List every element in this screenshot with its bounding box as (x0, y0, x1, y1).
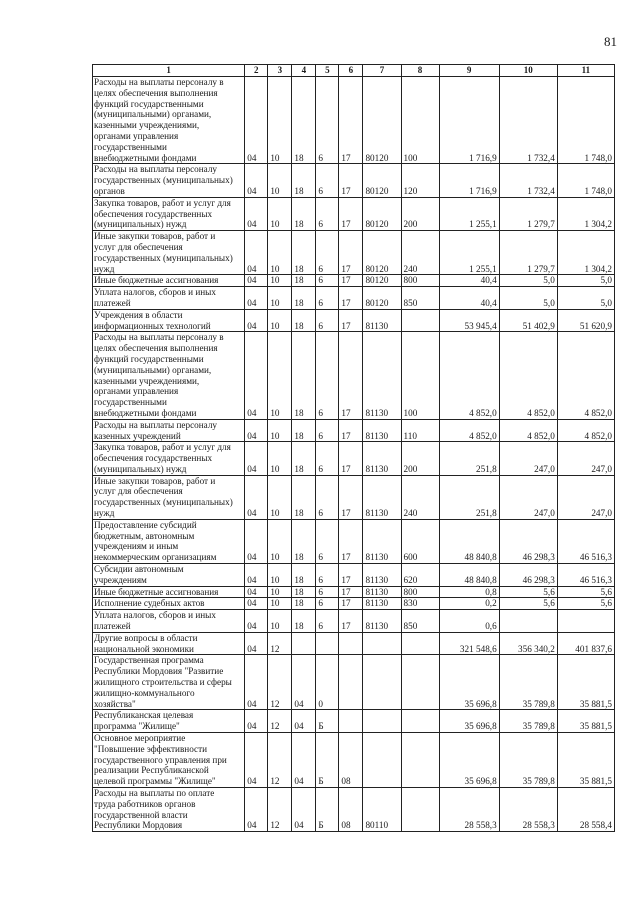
cell-section-code: 04 (245, 519, 268, 563)
cell-direction-code: 80110 (363, 788, 401, 832)
cell-section-code: 04 (245, 788, 268, 832)
cell-section-code: 04 (245, 309, 268, 332)
cell-program-code: 18 (292, 598, 316, 610)
cell-event-code: 17 (339, 275, 363, 287)
cell-direction-code (363, 733, 401, 788)
cell-subprogram-code: 6 (316, 332, 339, 419)
cell-subprogram-code: 6 (316, 197, 339, 230)
table-row (93, 610, 615, 633)
cell-section-code: 04 (245, 475, 268, 519)
cell-subprogram-code: 6 (316, 287, 339, 310)
cell-program-code: 18 (292, 197, 316, 230)
cell-amount-year-2: 35 789,8 (499, 710, 557, 733)
cell-expense-type-code: 800 (401, 586, 439, 598)
cell-amount-year-3: 35 881,5 (557, 710, 614, 733)
cell-amount-year-2: 1 279,7 (499, 197, 557, 230)
cell-item-name: Другие вопросы в области национальной экономики (93, 632, 245, 655)
cell-subsection-code: 10 (268, 332, 292, 419)
cell-amount-year-2: 1 732,4 (499, 77, 557, 164)
cell-item-name: Иные закупки товаров, работ и услуг для обеспечения государственных (муниципальных) нужд (93, 475, 245, 519)
cell-event-code (339, 710, 363, 733)
table-row (93, 733, 615, 788)
cell-subprogram-code: 6 (316, 519, 339, 563)
cell-expense-type-code (401, 733, 439, 788)
cell-amount-year-1: 53 945,4 (439, 309, 499, 332)
cell-subsection-code: 10 (268, 586, 292, 598)
cell-amount-year-1: 1 255,1 (439, 231, 499, 275)
cell-expense-type-code: 600 (401, 519, 439, 563)
table-row (93, 564, 615, 587)
cell-amount-year-3: 46 516,3 (557, 564, 614, 587)
cell-amount-year-2: 35 789,8 (499, 655, 557, 710)
cell-program-code: 18 (292, 442, 316, 475)
cell-direction-code: 81130 (363, 309, 401, 332)
cell-direction-code: 80120 (363, 77, 401, 164)
cell-program-code: 18 (292, 332, 316, 419)
cell-expense-type-code: 110 (401, 419, 439, 442)
cell-event-code: 17 (339, 610, 363, 633)
cell-amount-year-2: 28 558,3 (499, 788, 557, 832)
cell-subprogram-code: 6 (316, 419, 339, 442)
cell-subprogram-code: 0 (316, 655, 339, 710)
cell-amount-year-1: 251,8 (439, 475, 499, 519)
cell-program-code: 04 (292, 733, 316, 788)
cell-subprogram-code: 6 (316, 77, 339, 164)
cell-section-code: 04 (245, 231, 268, 275)
cell-amount-year-3: 5,0 (557, 287, 614, 310)
cell-program-code: 04 (292, 710, 316, 733)
column-header: 8 (401, 65, 439, 77)
cell-program-code: 18 (292, 164, 316, 197)
cell-direction-code (363, 632, 401, 655)
cell-expense-type-code: 100 (401, 332, 439, 419)
cell-section-code: 04 (245, 419, 268, 442)
cell-amount-year-2: 5,0 (499, 275, 557, 287)
cell-event-code: 17 (339, 197, 363, 230)
cell-amount-year-2 (499, 610, 557, 633)
cell-event-code: 17 (339, 164, 363, 197)
table-row (93, 197, 615, 230)
cell-amount-year-2: 46 298,3 (499, 564, 557, 587)
cell-program-code: 18 (292, 287, 316, 310)
cell-amount-year-3: 5,6 (557, 586, 614, 598)
cell-program-code: 18 (292, 231, 316, 275)
cell-subsection-code: 10 (268, 610, 292, 633)
table-row (93, 655, 615, 710)
cell-item-name: Республиканская целевая программа "Жилище" (93, 710, 245, 733)
cell-subsection-code: 10 (268, 77, 292, 164)
cell-item-name: Уплата налогов, сборов и иных платежей (93, 287, 245, 310)
cell-program-code: 18 (292, 77, 316, 164)
table-row (93, 710, 615, 733)
cell-amount-year-2: 247,0 (499, 442, 557, 475)
cell-item-name: Расходы на выплаты персоналу в целях обеспечения выполнения функций государственными (муниципальными) органами, казенными учреждениями, органами управления государственными внебюджетными фондами (93, 77, 245, 164)
cell-direction-code: 81130 (363, 475, 401, 519)
cell-amount-year-1: 48 840,8 (439, 519, 499, 563)
cell-expense-type-code: 800 (401, 275, 439, 287)
cell-event-code (339, 632, 363, 655)
cell-amount-year-2: 1 279,7 (499, 231, 557, 275)
cell-amount-year-2: 356 340,2 (499, 632, 557, 655)
cell-expense-type-code: 850 (401, 287, 439, 310)
column-header: 10 (499, 65, 557, 77)
cell-subprogram-code: 6 (316, 275, 339, 287)
cell-subsection-code: 12 (268, 655, 292, 710)
cell-direction-code: 81130 (363, 519, 401, 563)
column-header: 6 (339, 65, 363, 77)
cell-direction-code (363, 655, 401, 710)
cell-expense-type-code: 830 (401, 598, 439, 610)
table-row (93, 586, 615, 598)
cell-expense-type-code (401, 655, 439, 710)
table-row (93, 309, 615, 332)
cell-event-code (339, 655, 363, 710)
cell-amount-year-1: 321 548,6 (439, 632, 499, 655)
cell-subprogram-code: 6 (316, 164, 339, 197)
cell-subsection-code: 10 (268, 309, 292, 332)
cell-event-code: 08 (339, 733, 363, 788)
cell-amount-year-2: 5,0 (499, 287, 557, 310)
budget-table (92, 64, 615, 832)
table-row (93, 475, 615, 519)
table-row (93, 519, 615, 563)
cell-program-code: 04 (292, 788, 316, 832)
cell-event-code: 17 (339, 442, 363, 475)
cell-subsection-code: 10 (268, 287, 292, 310)
cell-amount-year-2: 4 852,0 (499, 419, 557, 442)
cell-program-code: 18 (292, 564, 316, 587)
cell-direction-code: 80120 (363, 164, 401, 197)
cell-amount-year-1: 40,4 (439, 275, 499, 287)
cell-program-code: 18 (292, 586, 316, 598)
cell-item-name: Расходы на выплаты персоналу государственных (муниципальных) органов (93, 164, 245, 197)
cell-direction-code: 81130 (363, 442, 401, 475)
cell-subsection-code: 10 (268, 419, 292, 442)
cell-amount-year-2: 5,6 (499, 598, 557, 610)
cell-direction-code: 81130 (363, 332, 401, 419)
cell-subsection-code: 12 (268, 710, 292, 733)
cell-event-code: 17 (339, 419, 363, 442)
cell-section-code: 04 (245, 598, 268, 610)
table-row (93, 164, 615, 197)
cell-amount-year-1: 0,8 (439, 586, 499, 598)
cell-expense-type-code (401, 309, 439, 332)
cell-event-code: 08 (339, 788, 363, 832)
column-header: 9 (439, 65, 499, 77)
cell-amount-year-2: 35 789,8 (499, 733, 557, 788)
cell-subsection-code: 10 (268, 475, 292, 519)
table-header-row (93, 65, 615, 77)
cell-program-code: 18 (292, 309, 316, 332)
cell-subprogram-code: 6 (316, 610, 339, 633)
cell-item-name: Исполнение судебных актов (93, 598, 245, 610)
cell-event-code: 17 (339, 309, 363, 332)
cell-subprogram-code: 6 (316, 586, 339, 598)
cell-amount-year-2: 46 298,3 (499, 519, 557, 563)
cell-item-name: Учреждения в области информационных технологий (93, 309, 245, 332)
cell-subsection-code: 12 (268, 733, 292, 788)
cell-subprogram-code (316, 632, 339, 655)
cell-item-name: Основное мероприятие "Повышение эффективности государственного управления при реализации Республиканской целевой программы "Жилище" (93, 733, 245, 788)
cell-event-code: 17 (339, 231, 363, 275)
cell-program-code: 18 (292, 275, 316, 287)
cell-amount-year-3: 4 852,0 (557, 332, 614, 419)
cell-amount-year-3: 1 748,0 (557, 77, 614, 164)
cell-subsection-code: 10 (268, 564, 292, 587)
cell-amount-year-1: 0,2 (439, 598, 499, 610)
cell-item-name: Расходы на выплаты персоналу казенных учреждений (93, 419, 245, 442)
cell-program-code: 18 (292, 475, 316, 519)
cell-subprogram-code: 6 (316, 309, 339, 332)
cell-amount-year-1: 251,8 (439, 442, 499, 475)
table-row (93, 275, 615, 287)
cell-event-code: 17 (339, 598, 363, 610)
cell-direction-code: 81130 (363, 419, 401, 442)
cell-section-code: 04 (245, 586, 268, 598)
cell-amount-year-2: 4 852,0 (499, 332, 557, 419)
cell-amount-year-3: 35 881,5 (557, 733, 614, 788)
cell-subsection-code: 10 (268, 231, 292, 275)
cell-subprogram-code: 6 (316, 442, 339, 475)
cell-amount-year-2: 1 732,4 (499, 164, 557, 197)
cell-amount-year-3: 5,6 (557, 598, 614, 610)
cell-item-name: Государственная программа Республики Мордовия "Развитие жилищного строительства и сферы жилищно-коммунального хозяйства" (93, 655, 245, 710)
table-row (93, 442, 615, 475)
cell-amount-year-1: 28 558,3 (439, 788, 499, 832)
cell-expense-type-code (401, 788, 439, 832)
cell-program-code (292, 632, 316, 655)
table-row (93, 287, 615, 310)
cell-section-code: 04 (245, 164, 268, 197)
cell-amount-year-3: 401 837,6 (557, 632, 614, 655)
cell-amount-year-3: 1 304,2 (557, 197, 614, 230)
cell-event-code: 17 (339, 519, 363, 563)
cell-amount-year-3: 35 881,5 (557, 655, 614, 710)
table-row (93, 788, 615, 832)
cell-amount-year-2: 5,6 (499, 586, 557, 598)
cell-subsection-code: 10 (268, 197, 292, 230)
cell-amount-year-1: 35 696,8 (439, 655, 499, 710)
cell-amount-year-3: 1 748,0 (557, 164, 614, 197)
cell-program-code: 18 (292, 419, 316, 442)
cell-item-name: Закупка товаров, работ и услуг для обеспечения государственных (муниципальных) нужд (93, 442, 245, 475)
table-row (93, 77, 615, 164)
cell-event-code: 17 (339, 77, 363, 164)
cell-direction-code (363, 710, 401, 733)
cell-direction-code: 81130 (363, 598, 401, 610)
cell-amount-year-1: 1 255,1 (439, 197, 499, 230)
cell-item-name: Уплата налогов, сборов и иных платежей (93, 610, 245, 633)
cell-amount-year-1: 35 696,8 (439, 710, 499, 733)
cell-item-name: Иные бюджетные ассигнования (93, 275, 245, 287)
table-row (93, 598, 615, 610)
cell-subprogram-code: 6 (316, 564, 339, 587)
cell-amount-year-1: 4 852,0 (439, 332, 499, 419)
cell-amount-year-1: 48 840,8 (439, 564, 499, 587)
cell-expense-type-code: 240 (401, 475, 439, 519)
column-header: 11 (557, 65, 614, 77)
cell-section-code: 04 (245, 655, 268, 710)
cell-section-code: 04 (245, 197, 268, 230)
cell-direction-code: 80120 (363, 275, 401, 287)
cell-section-code: 04 (245, 332, 268, 419)
cell-subprogram-code: Б (316, 733, 339, 788)
cell-amount-year-3: 4 852,0 (557, 419, 614, 442)
cell-direction-code: 81130 (363, 564, 401, 587)
cell-subprogram-code: Б (316, 710, 339, 733)
cell-item-name: Иные закупки товаров, работ и услуг для обеспечения государственных (муниципальных) нужд (93, 231, 245, 275)
cell-expense-type-code (401, 710, 439, 733)
cell-expense-type-code: 240 (401, 231, 439, 275)
cell-item-name: Расходы на выплаты по оплате труда работников органов государственной власти Республики Мордовия (93, 788, 245, 832)
column-header: 3 (268, 65, 292, 77)
cell-item-name: Субсидии автономным учреждениям (93, 564, 245, 587)
cell-section-code: 04 (245, 275, 268, 287)
cell-amount-year-2: 51 402,9 (499, 309, 557, 332)
cell-amount-year-3: 5,0 (557, 275, 614, 287)
cell-amount-year-3: 1 304,2 (557, 231, 614, 275)
cell-event-code: 17 (339, 287, 363, 310)
cell-section-code: 04 (245, 733, 268, 788)
cell-expense-type-code: 100 (401, 77, 439, 164)
cell-expense-type-code (401, 632, 439, 655)
cell-direction-code: 81130 (363, 610, 401, 633)
cell-event-code: 17 (339, 564, 363, 587)
cell-item-name: Иные бюджетные ассигнования (93, 586, 245, 598)
cell-subprogram-code: Б (316, 788, 339, 832)
cell-item-name: Закупка товаров, работ и услуг для обеспечения государственных (муниципальных) нужд (93, 197, 245, 230)
cell-amount-year-2: 247,0 (499, 475, 557, 519)
cell-subprogram-code: 6 (316, 598, 339, 610)
page-number: 81 (604, 34, 617, 49)
table-row (93, 231, 615, 275)
cell-section-code: 04 (245, 610, 268, 633)
cell-amount-year-1: 1 716,9 (439, 164, 499, 197)
table-row (93, 332, 615, 419)
cell-amount-year-1: 1 716,9 (439, 77, 499, 164)
cell-program-code: 18 (292, 610, 316, 633)
cell-amount-year-3 (557, 610, 614, 633)
cell-amount-year-1: 40,4 (439, 287, 499, 310)
cell-event-code: 17 (339, 332, 363, 419)
table-row (93, 419, 615, 442)
cell-item-name: Расходы на выплаты персоналу в целях обеспечения выполнения функций государственными (муниципальными) органами, казенными учреждениями, органами управления государственными внебюджетными фондами (93, 332, 245, 419)
cell-section-code: 04 (245, 442, 268, 475)
cell-expense-type-code: 120 (401, 164, 439, 197)
cell-subsection-code: 10 (268, 442, 292, 475)
cell-expense-type-code: 850 (401, 610, 439, 633)
cell-subprogram-code: 6 (316, 231, 339, 275)
cell-section-code: 04 (245, 710, 268, 733)
cell-section-code: 04 (245, 564, 268, 587)
cell-section-code: 04 (245, 632, 268, 655)
cell-subsection-code: 12 (268, 632, 292, 655)
cell-section-code: 04 (245, 77, 268, 164)
cell-program-code: 04 (292, 655, 316, 710)
cell-direction-code: 80120 (363, 197, 401, 230)
cell-amount-year-3: 247,0 (557, 475, 614, 519)
cell-subsection-code: 10 (268, 598, 292, 610)
column-header: 4 (292, 65, 316, 77)
cell-item-name: Предоставление субсидий бюджетным, автономным учреждениям и иным некоммерческим организациям (93, 519, 245, 563)
cell-direction-code: 80120 (363, 231, 401, 275)
cell-amount-year-3: 46 516,3 (557, 519, 614, 563)
cell-subsection-code: 10 (268, 275, 292, 287)
column-header: 2 (245, 65, 268, 77)
cell-amount-year-1: 4 852,0 (439, 419, 499, 442)
cell-direction-code: 81130 (363, 586, 401, 598)
cell-amount-year-1: 0,6 (439, 610, 499, 633)
column-header: 5 (316, 65, 339, 77)
cell-subsection-code: 10 (268, 164, 292, 197)
cell-expense-type-code: 620 (401, 564, 439, 587)
cell-program-code: 18 (292, 519, 316, 563)
cell-event-code: 17 (339, 475, 363, 519)
cell-amount-year-1: 35 696,8 (439, 733, 499, 788)
cell-subprogram-code: 6 (316, 475, 339, 519)
cell-subsection-code: 10 (268, 519, 292, 563)
cell-expense-type-code: 200 (401, 197, 439, 230)
cell-amount-year-3: 51 620,9 (557, 309, 614, 332)
table-row (93, 632, 615, 655)
cell-direction-code: 80120 (363, 287, 401, 310)
cell-section-code: 04 (245, 287, 268, 310)
cell-amount-year-3: 247,0 (557, 442, 614, 475)
cell-expense-type-code: 200 (401, 442, 439, 475)
column-header: 7 (363, 65, 401, 77)
cell-subsection-code: 12 (268, 788, 292, 832)
cell-event-code: 17 (339, 586, 363, 598)
column-header: 1 (93, 65, 245, 77)
table-body (93, 77, 615, 832)
cell-amount-year-3: 28 558,4 (557, 788, 614, 832)
